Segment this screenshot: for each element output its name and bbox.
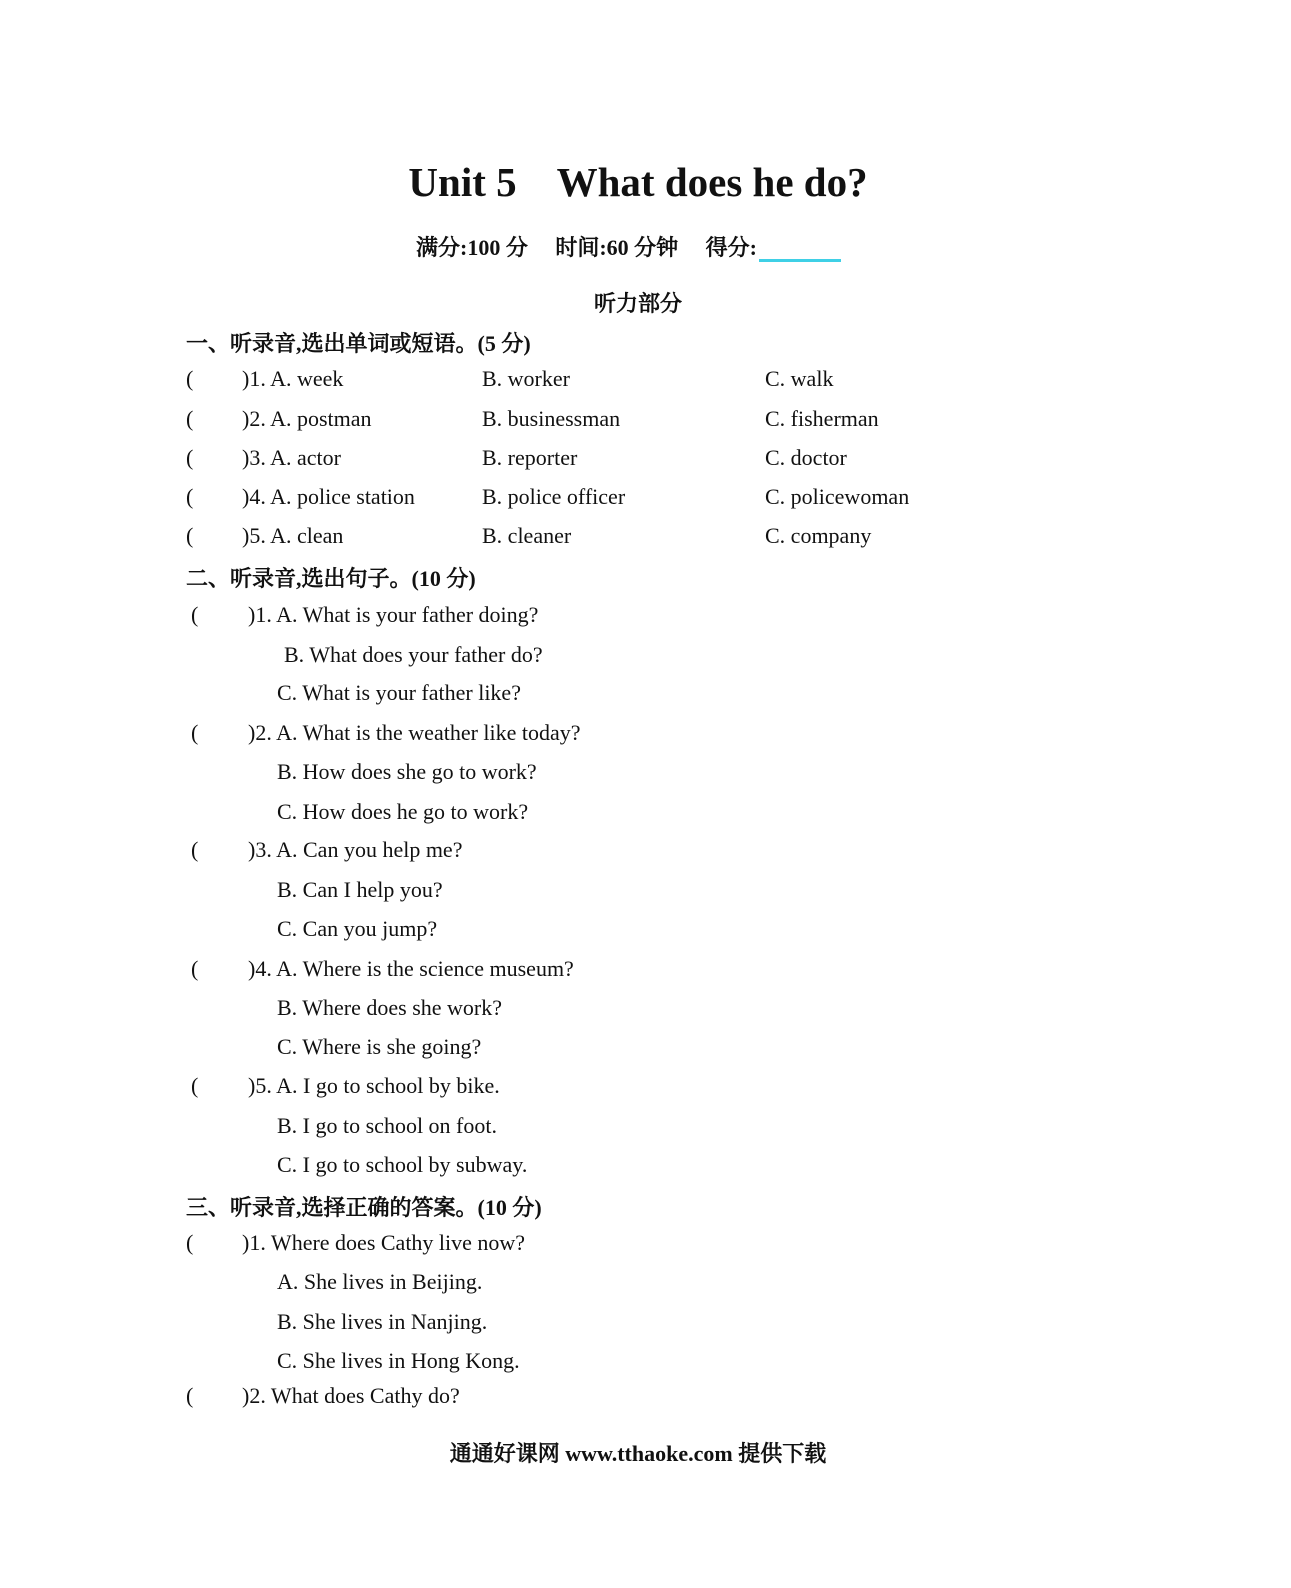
score-blank[interactable]	[759, 237, 841, 262]
title-unit: Unit 5	[408, 159, 517, 205]
s2-paren: (	[191, 956, 199, 981]
s2-q2-b: B. How does she go to work?	[277, 759, 537, 784]
s1-q1-b: B. worker	[482, 366, 570, 391]
s2-q1-b: B. What does your father do?	[284, 642, 543, 667]
exam-meta	[416, 231, 863, 262]
s2-q5-c: C. I go to school by subway.	[277, 1152, 528, 1177]
part-title: 听力部分	[593, 291, 682, 316]
s2-q2-a: )2. A. What is the weather like today?	[248, 720, 581, 745]
s1-q2-c: C. fisherman	[765, 406, 879, 431]
s2-q4-a: )4. A. Where is the science museum?	[248, 956, 574, 981]
s1-paren: (	[186, 445, 194, 470]
s1-paren: (	[186, 406, 194, 431]
section3-heading: 三、听录音,选择正确的答案。(10 分)	[186, 1195, 542, 1220]
s2-paren: (	[191, 602, 199, 627]
s1-q5-a: )5. A. clean	[242, 523, 344, 548]
s3-q2: )2. What does Cathy do?	[242, 1383, 460, 1408]
s3-q1-b: B. She lives in Nanjing.	[277, 1309, 488, 1334]
s2-q5-b: B. I go to school on foot.	[277, 1113, 497, 1138]
s1-q3-b: B. reporter	[482, 445, 578, 470]
page-title	[0, 158, 1276, 206]
s1-q3-a: )3. A. actor	[242, 445, 341, 470]
section1-heading: 一、听录音,选出单词或短语。(5 分)	[186, 331, 531, 356]
s2-q5-a: )5. A. I go to school by bike.	[248, 1073, 500, 1098]
s2-q4-b: B. Where does she work?	[277, 995, 503, 1020]
s2-paren: (	[191, 837, 199, 862]
s1-q4-c: C. policewoman	[765, 484, 910, 509]
footer-note: 通通好课网 www.tthaoke.com 提供下载	[449, 1441, 827, 1466]
s3-q1-c: C. She lives in Hong Kong.	[277, 1348, 520, 1373]
s1-paren: (	[186, 523, 194, 548]
full-marks: 满分:100 分	[416, 235, 528, 260]
s2-q3-c: C. Can you jump?	[277, 916, 438, 941]
s1-q5-b: B. cleaner	[482, 523, 572, 548]
s3-paren: (	[186, 1383, 194, 1408]
s3-q1: )1. Where does Cathy live now?	[242, 1230, 526, 1255]
s3-paren: (	[186, 1230, 194, 1255]
s1-paren: (	[186, 484, 194, 509]
s2-paren: (	[191, 720, 199, 745]
s2-q1-a: )1. A. What is your father doing?	[248, 602, 539, 627]
s1-paren: (	[186, 366, 194, 391]
score-label: 得分:	[705, 235, 757, 260]
s1-q4-b: B. police officer	[482, 484, 626, 509]
s1-q4-a: )4. A. police station	[242, 484, 415, 509]
section2-heading: 二、听录音,选出句子。(10 分)	[186, 566, 476, 591]
s1-q5-c: C. company	[765, 523, 872, 548]
s2-q3-a: )3. A. Can you help me?	[248, 837, 463, 862]
s2-q1-c: C. What is your father like?	[277, 680, 521, 705]
s1-q1-a: )1. A. week	[242, 366, 344, 391]
title-text: What does he do?	[556, 159, 868, 205]
s1-q1-c: C. walk	[765, 366, 834, 391]
s3-q1-a: A. She lives in Beijing.	[277, 1269, 483, 1294]
time-limit: 时间:60 分钟	[555, 235, 679, 260]
s1-q3-c: C. doctor	[765, 445, 847, 470]
s1-q2-a: )2. A. postman	[242, 406, 372, 431]
s2-q3-b: B. Can I help you?	[277, 877, 443, 902]
s2-q2-c: C. How does he go to work?	[277, 799, 529, 824]
s1-q2-b: B. businessman	[482, 406, 621, 431]
s2-paren: (	[191, 1073, 199, 1098]
s2-q4-c: C. Where is she going?	[277, 1034, 482, 1059]
